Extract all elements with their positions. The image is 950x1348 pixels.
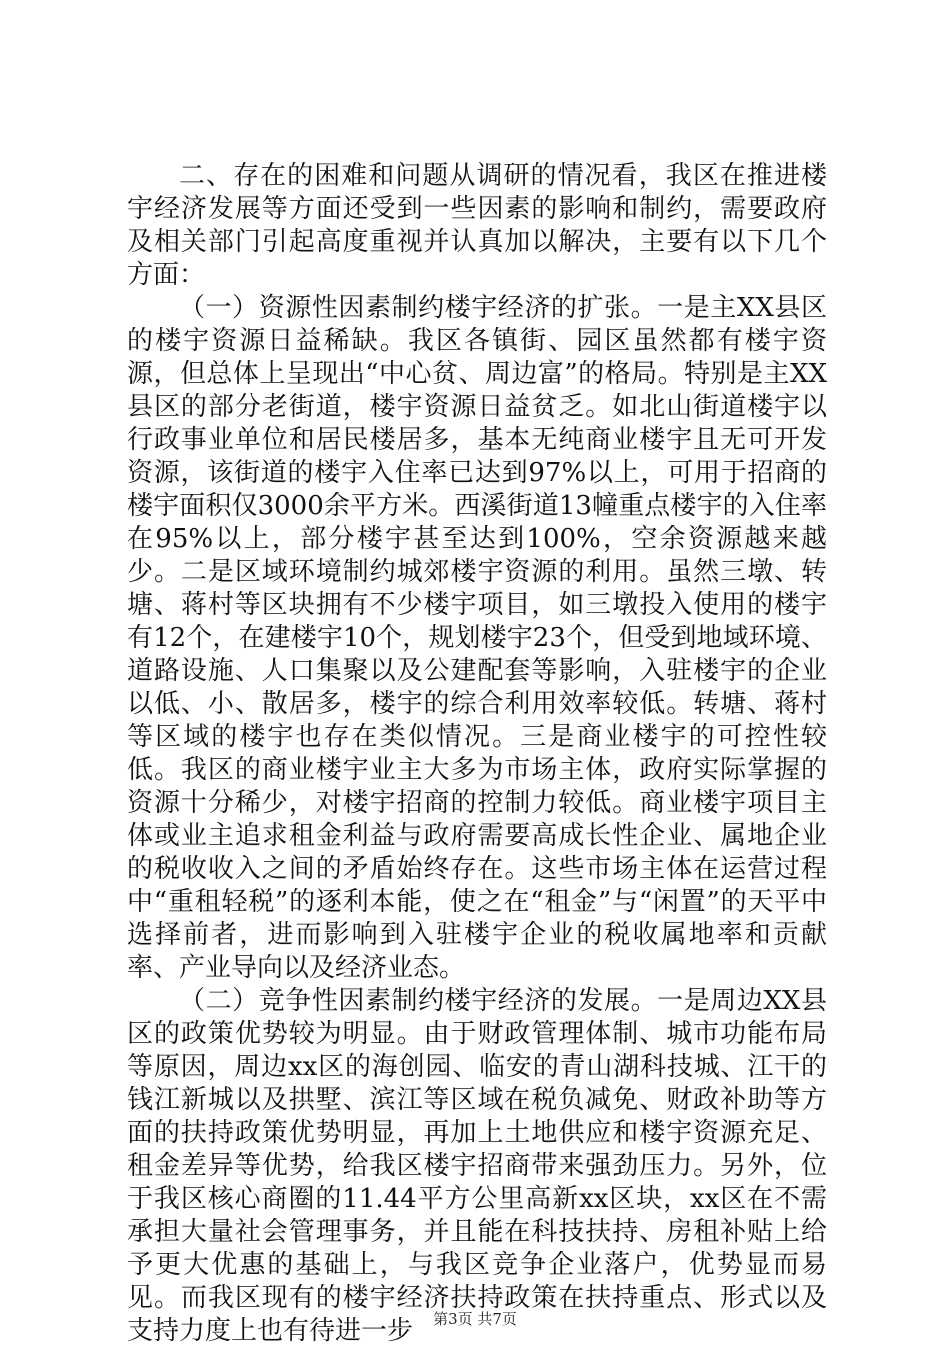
paragraph-competitive-factors: （二）竞争性因素制约楼宇经济的发展。一是周边XX县区的政策优势较为明显。由于财政管理体制、城市功能布局等原因，周边xx区的海创园、临安的青山湖科技城、江干的钱江新城以及拱墅、滨江等区域在税负减免、财政补助等方面的扶持政策优势明显，再加上土地供应和楼宇资源充足、租金差异等优势，给我区楼宇招商带来强劲压力。另外，位于我区核心商圈的11.44平方公里高新xx区块，xx区在不需承担大量社会管理事务，并且能在科技扶持、房租补贴上给予更大优惠的基础上，与我区竞争企业落户，优势显而易见。而我区现有的楼宇经济扶持政策在扶持重点、形式以及支持力度上也有待进一步: [127, 986, 827, 1346]
document-body: [127, 160, 827, 1348]
page-number-footer: 第3页 共7页: [433, 1310, 517, 1328]
paragraph-resource-factors: （一）资源性因素制约楼宇经济的扩张。一是主XX县区的楼宇资源日益稀缺。我区各镇街、园区虽然都有楼宇资源，但总体上呈现出“中心贫、周边富”的格局。特别是主XX县区的部分老街道，楼宇资源日益贫乏。如北山街道楼宇以行政事业单位和居民楼居多，基本无纯商业楼宇且无可开发资源，该街道的楼宇入住率已达到97%以上，可用于招商的楼宇面积仅3000余平方米。西溪街道13幢重点楼宇的入住率在95%以上，部分楼宇甚至达到100%，空余资源越来越少。二是区域环境制约城郊楼宇资源的利用。虽然三墩、转塘、蒋村等区块拥有不少楼宇项目，如三墩投入使用的楼宇有12个，在建楼宇10个，规划楼宇23个，但受到地域环境、道路设施、人口集聚以及公建配套等影响，入驻楼宇的企业以低、小、散居多，楼宇的综合利用效率较低。转塘、蒋村等区域的楼宇也存在类似情况。三是商业楼宇的可控性较低。我区的商业楼宇业主大多为市场主体，政府实际掌握的资源十分稀少，对楼宇招商的控制力较低。商业楼宇项目主体或业主追求租金利益与政府需要高成长性企业、属地企业的税收收入之间的矛盾始终存在。这些市场主体在运营过程中“重租轻税”的逐利本能，使之在“租金”与“闲置”的天平中选择前者，进而影响到入驻楼宇企业的税收属地率和贡献率、产业导向以及经济业态。: [127, 293, 827, 983]
paragraph-section-two-intro: 二、存在的困难和问题从调研的情况看，我区在推进楼宇经济发展等方面还受到一些因素的影响和制约，需要政府及相关部门引起高度重视并认真加以解决，主要有以下几个方面：: [127, 161, 827, 290]
